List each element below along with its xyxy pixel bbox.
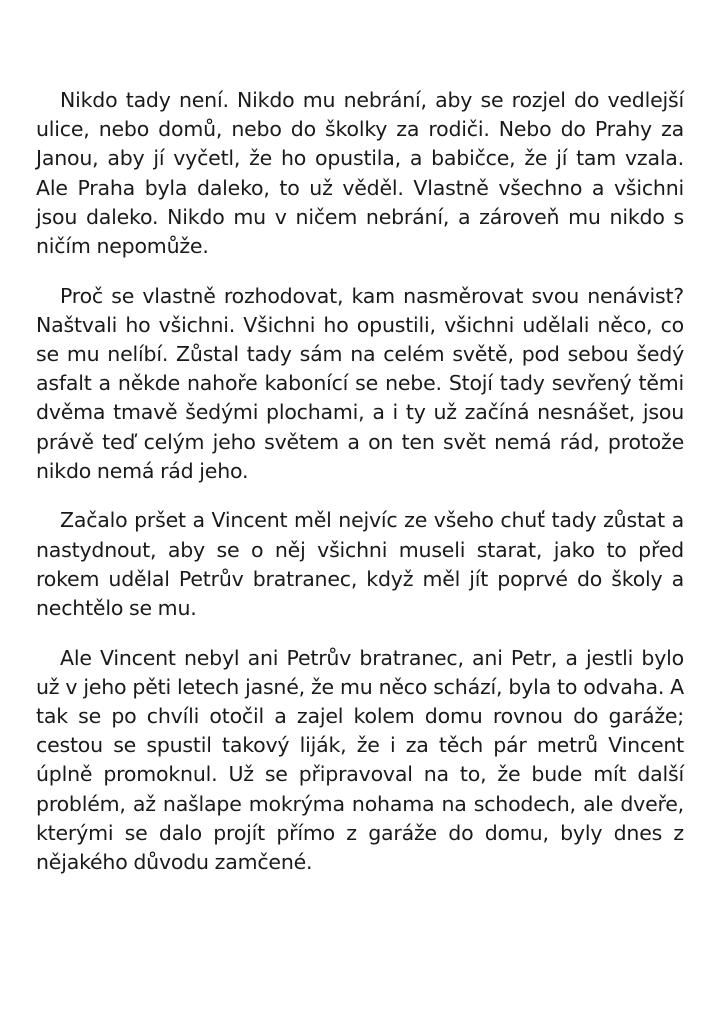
paragraph-1: Nikdo tady není. Nikdo mu nebrání, aby se rozjel do vedlejší ulice, nebo domů, nebo do školky za rodiči. Nebo do Prahy za Janou, aby jí vyčetl, že ho opustila, a babičce, že jí tam vzala. Ale Praha byla daleko, to už věděl. Vlastně všechno a všichni jsou daleko. Nikdo mu v ničem nebrání, a zároveň mu nikdo s ničím nepomůže. (36, 88, 684, 259)
paragraph-2: Proč se vlastně rozhodovat, kam nasměrovat svou nenávist? Naštvali ho všichni. Všichni ho opustili, všichni udělali něco, co se mu nelíbí. Zůstal tady sám na celém světě, pod sebou šedý asfalt a někde nahoře kabonící se nebe. Stojí tady sevřený těmi dvěma tmavě šedými plochami, a i ty už začíná nesnášet, jsou právě teď celým jeho světem a on ten svět nemá rád, protože nikdo nemá rád jeho. (36, 283, 684, 483)
paragraph-4: Ale Vincent nebyl ani Petrův bratranec, ani Petr, a jestli bylo už v jeho pěti letech jasné, že mu něco schází, byla to odvaha. A tak se po chvíli otočil a zajel kolem domu rovnou do garáže; cestou se spustil takový liják, že i za těch pár metrů Vincent úplně promoknul. Už se připravoval na to, že bude mít další problém, až našlape mokrýma nohama na schodech, ale dveře, kterými se dalo projít přímo z garáže do domu, byly dnes z nějakého důvodu zamčené. (36, 645, 684, 875)
paragraph-3: Začalo pršet a Vincent měl nejvíc ze všeho chuť tady zůstat a nastydnout, aby se o něj všichni museli starat, jako to před rokem udělal Petrův bratranec, když měl jít poprvé do školy a nechtělo se mu. (36, 508, 684, 621)
document-page (36, 86, 684, 877)
